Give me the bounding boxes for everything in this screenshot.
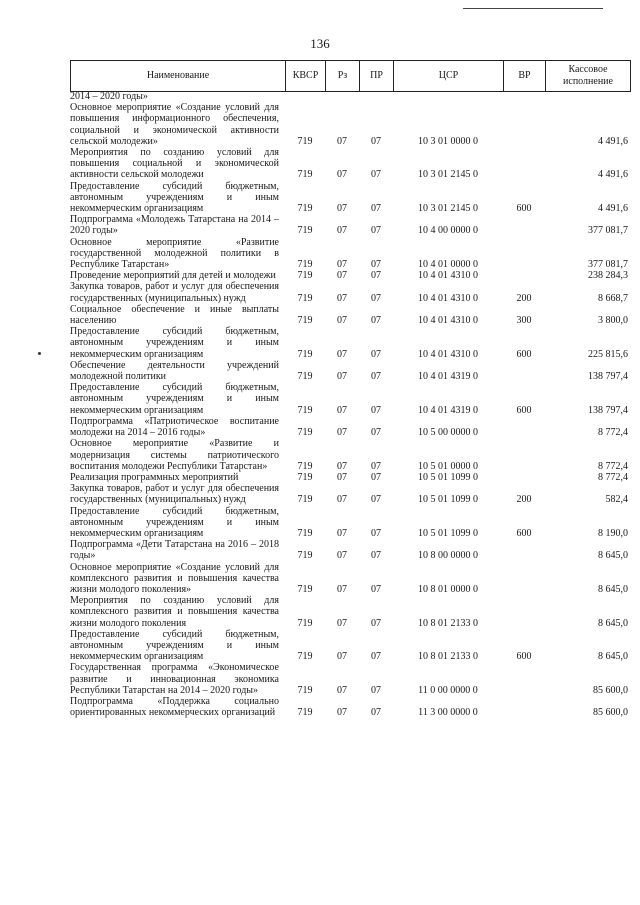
cell-pr: 07 (371, 460, 381, 472)
cell-name: 2014 – 2020 годы» (70, 91, 148, 102)
cell-rz: 07 (337, 460, 347, 472)
table-row (70, 91, 630, 102)
cell-csr: 10 3 01 2145 0 (418, 203, 478, 215)
cell-csr: 10 5 01 1099 0 (418, 494, 478, 506)
header-kvsr: КВСР (286, 61, 326, 92)
cell-name: Подпрограмма «Поддержка социально ориентированных некоммерческих организаций (70, 695, 279, 719)
table-row (70, 270, 630, 281)
cell-name: Предоставление субсидий бюджетным, автономным учреждениям и иным некоммерческим организациям (70, 180, 279, 215)
cell-rz: 07 (337, 617, 347, 629)
cell-csr: 10 4 01 4310 0 (418, 315, 478, 327)
cell-vr: 200 (516, 494, 532, 506)
cell-sum: 4 491,6 (598, 203, 628, 215)
cell-pr: 07 (371, 427, 381, 439)
cell-name: Основное мероприятие «Развитие государственной молодежной политики в Республике Татарстан» (70, 236, 279, 271)
cell-sum: 238 284,3 (588, 270, 628, 282)
header-sum: Кассовое исполнение (546, 61, 631, 92)
cell-pr: 07 (371, 583, 381, 595)
table-row (70, 506, 630, 540)
cell-csr: 10 5 00 0000 0 (418, 427, 478, 439)
cell-rz: 07 (337, 651, 347, 663)
cell-kvsr: 719 (297, 583, 313, 595)
cell-csr: 10 4 01 4310 0 (418, 270, 478, 282)
cell-vr: 600 (516, 348, 532, 360)
cell-sum: 8 645,0 (598, 651, 628, 663)
cell-csr: 11 3 00 0000 0 (418, 707, 478, 719)
cell-sum: 8 772,4 (598, 460, 628, 472)
table-row (70, 304, 630, 326)
cell-sum: 85 600,0 (593, 707, 628, 719)
cell-csr: 10 4 01 4310 0 (418, 292, 478, 304)
cell-sum: 8 645,0 (598, 583, 628, 595)
cell-pr: 07 (371, 494, 381, 506)
cell-csr: 10 8 01 2133 0 (418, 651, 478, 663)
cell-pr: 07 (371, 550, 381, 562)
table-body (70, 91, 630, 718)
table-header (70, 60, 631, 92)
header-vr: ВР (504, 61, 546, 92)
header-csr: ЦСР (394, 61, 504, 92)
cell-name: Предоставление субсидий бюджетным, автономным учреждениям и иным некоммерческим организациям (70, 382, 279, 416)
cell-sum: 8 645,0 (598, 617, 628, 629)
cell-pr: 07 (371, 292, 381, 304)
table-row (70, 360, 630, 382)
cell-csr: 10 8 01 0000 0 (418, 583, 478, 595)
cell-sum: 377 081,7 (588, 259, 628, 271)
cell-name: Подпрограмма «Молодежь Татарстана на 2014 – 2020 годы» (70, 214, 279, 237)
cell-rz: 07 (337, 203, 347, 215)
cell-pr: 07 (371, 315, 381, 327)
cell-vr: 600 (516, 203, 532, 215)
cell-kvsr: 719 (297, 135, 313, 147)
cell-name: Социальное обеспечение и иные выплаты населению (70, 303, 279, 327)
cell-kvsr: 719 (297, 404, 313, 416)
table-row (70, 147, 630, 181)
cell-name: Предоставление субсидий бюджетным, автономным учреждениям и иным некоммерческим организациям (70, 628, 279, 663)
cell-sum: 8 645,0 (598, 550, 628, 562)
cell-csr: 10 8 01 2133 0 (418, 617, 478, 629)
cell-sum: 4 491,6 (598, 169, 628, 181)
cell-rz: 07 (337, 471, 347, 483)
cell-rz: 07 (337, 427, 347, 439)
cell-name: Подпрограмма «Патриотическое воспитание молодежи на 2014 – 2016 годы» (70, 415, 279, 439)
table-row (70, 181, 630, 215)
cell-kvsr: 719 (297, 427, 313, 439)
header-name: Наименование (71, 61, 286, 92)
cell-vr: 300 (516, 315, 532, 327)
cell-csr: 10 5 01 1099 0 (418, 527, 478, 539)
cell-rz: 07 (337, 225, 347, 237)
cell-rz: 07 (337, 259, 347, 271)
cell-kvsr: 719 (297, 371, 313, 383)
cell-pr: 07 (371, 617, 381, 629)
cell-kvsr: 719 (297, 527, 313, 539)
cell-rz: 07 (337, 270, 347, 282)
cell-name: Основное мероприятие «Создание условий для комплексного развития и повышения качества жизни молодого поколения» (70, 561, 279, 595)
page-number: 136 (310, 36, 330, 51)
cell-sum: 8 190,0 (598, 527, 628, 539)
cell-vr: 600 (516, 404, 532, 416)
table-row (70, 214, 630, 236)
table-row (70, 483, 630, 505)
cell-pr: 07 (371, 135, 381, 147)
cell-name: Основное мероприятие «Создание условий для повышения информационного обеспечения, социальной и экономической активности сельской молодежи» (70, 102, 279, 147)
cell-csr: 10 4 01 4319 0 (418, 371, 478, 383)
table-row (70, 281, 630, 303)
cell-sum: 8 668,7 (598, 292, 628, 304)
cell-kvsr: 719 (297, 348, 313, 360)
cell-name: Обеспечение деятельности учреждений молодежной политики (70, 359, 279, 383)
cell-name: Закупка товаров, работ и услуг для обеспечения государственных (муниципальных) нужд (70, 281, 279, 304)
cell-rz: 07 (337, 315, 347, 327)
cell-kvsr: 719 (297, 550, 313, 562)
cell-sum: 3 800,0 (598, 315, 628, 327)
cell-rz: 07 (337, 583, 347, 595)
cell-kvsr: 719 (297, 651, 313, 663)
cell-sum: 8 772,4 (598, 427, 628, 439)
cell-rz: 07 (337, 707, 347, 719)
cell-csr: 10 8 00 0000 0 (418, 550, 478, 562)
table-row (70, 696, 630, 718)
cell-pr: 07 (371, 371, 381, 383)
cell-kvsr: 719 (297, 471, 313, 483)
cell-sum: 225 815,6 (588, 348, 628, 360)
cell-rz: 07 (337, 550, 347, 562)
cell-sum: 138 797,4 (588, 371, 628, 383)
cell-csr: 10 3 01 0000 0 (418, 135, 478, 147)
table-row (70, 539, 630, 561)
cell-name: Подпрограмма «Дети Татарстана на 2016 – 2018 годы» (70, 539, 279, 562)
cell-sum: 8 772,4 (598, 471, 628, 483)
cell-rz: 07 (337, 527, 347, 539)
cell-rz: 07 (337, 135, 347, 147)
table-row (70, 438, 630, 472)
cell-name: Реализация программных мероприятий (70, 471, 239, 483)
header-rz: Рз (326, 61, 360, 92)
cell-pr: 07 (371, 259, 381, 271)
cell-pr: 07 (371, 684, 381, 696)
cell-kvsr: 719 (297, 203, 313, 215)
table-row (70, 662, 630, 696)
cell-pr: 07 (371, 471, 381, 483)
cell-pr: 07 (371, 651, 381, 663)
cell-kvsr: 719 (297, 460, 313, 472)
cell-pr: 07 (371, 404, 381, 416)
header-pr: ПР (360, 61, 394, 92)
cell-rz: 07 (337, 169, 347, 181)
cell-rz: 07 (337, 684, 347, 696)
cell-name: Государственная программа «Экономическое развитие и инновационная экономика Республики Татарстан на 2014 – 2020 годы» (70, 662, 279, 696)
cell-sum: 582,4 (605, 494, 628, 506)
cell-kvsr: 719 (297, 707, 313, 719)
cell-name: Проведение мероприятий для детей и молодежи (70, 270, 276, 282)
cell-sum: 377 081,7 (588, 225, 628, 237)
table-row (70, 102, 630, 147)
cell-pr: 07 (371, 348, 381, 360)
cell-name: Предоставление субсидий бюджетным, автономным учреждениям и иным некоммерческим организациям (70, 326, 279, 360)
cell-pr: 07 (371, 169, 381, 181)
cell-rz: 07 (337, 292, 347, 304)
cell-kvsr: 719 (297, 315, 313, 327)
table-row (70, 595, 630, 629)
cell-name: Закупка товаров, работ и услуг для обеспечения государственных (муниципальных) нужд (70, 483, 279, 506)
cell-rz: 07 (337, 494, 347, 506)
cell-name: Предоставление субсидий бюджетным, автономным учреждениям и иным некоммерческим организациям (70, 505, 279, 539)
cell-kvsr: 719 (297, 270, 313, 282)
cell-rz: 07 (337, 348, 347, 360)
table-row (70, 416, 630, 438)
cell-kvsr: 719 (297, 225, 313, 237)
cell-kvsr: 719 (297, 617, 313, 629)
cell-rz: 07 (337, 371, 347, 383)
cell-vr: 600 (516, 651, 532, 663)
table-row (70, 562, 630, 596)
cell-pr: 07 (371, 203, 381, 215)
cell-pr: 07 (371, 270, 381, 282)
cell-vr: 600 (516, 527, 532, 539)
cell-kvsr: 719 (297, 494, 313, 506)
cell-sum: 4 491,6 (598, 135, 628, 147)
cell-name: Мероприятия по созданию условий для комплексного развития и повышения качества жизни молодого поколения (70, 595, 279, 629)
cell-pr: 07 (371, 225, 381, 237)
cell-kvsr: 719 (297, 169, 313, 181)
page-corner-line (463, 8, 603, 9)
table-row (70, 237, 630, 271)
cell-name: Мероприятия по созданию условий для повышения социальной и экономической активности сельской молодежи (70, 147, 279, 181)
cell-sum: 138 797,4 (588, 404, 628, 416)
cell-csr: 10 4 01 0000 0 (418, 259, 478, 271)
cell-csr: 10 4 00 0000 0 (418, 225, 478, 237)
cell-csr: 10 5 01 1099 0 (418, 471, 478, 483)
table-row (70, 326, 630, 360)
cell-kvsr: 719 (297, 259, 313, 271)
cell-rz: 07 (337, 404, 347, 416)
table-row (70, 629, 630, 663)
cell-csr: 10 5 01 0000 0 (418, 460, 478, 472)
cell-name: Основное мероприятие «Развитие и модернизация системы патриотического воспитания молодежи Республики Татарстан» (70, 438, 279, 472)
cell-csr: 11 0 00 0000 0 (418, 684, 478, 696)
cell-csr: 10 3 01 2145 0 (418, 169, 478, 181)
table-row (70, 472, 630, 483)
scan-dot (38, 352, 41, 355)
cell-kvsr: 719 (297, 684, 313, 696)
cell-pr: 07 (371, 707, 381, 719)
cell-sum: 85 600,0 (593, 684, 628, 696)
cell-csr: 10 4 01 4319 0 (418, 404, 478, 416)
cell-csr: 10 4 01 4310 0 (418, 348, 478, 360)
table-row (70, 382, 630, 416)
cell-kvsr: 719 (297, 292, 313, 304)
cell-vr: 200 (516, 292, 532, 304)
cell-pr: 07 (371, 527, 381, 539)
